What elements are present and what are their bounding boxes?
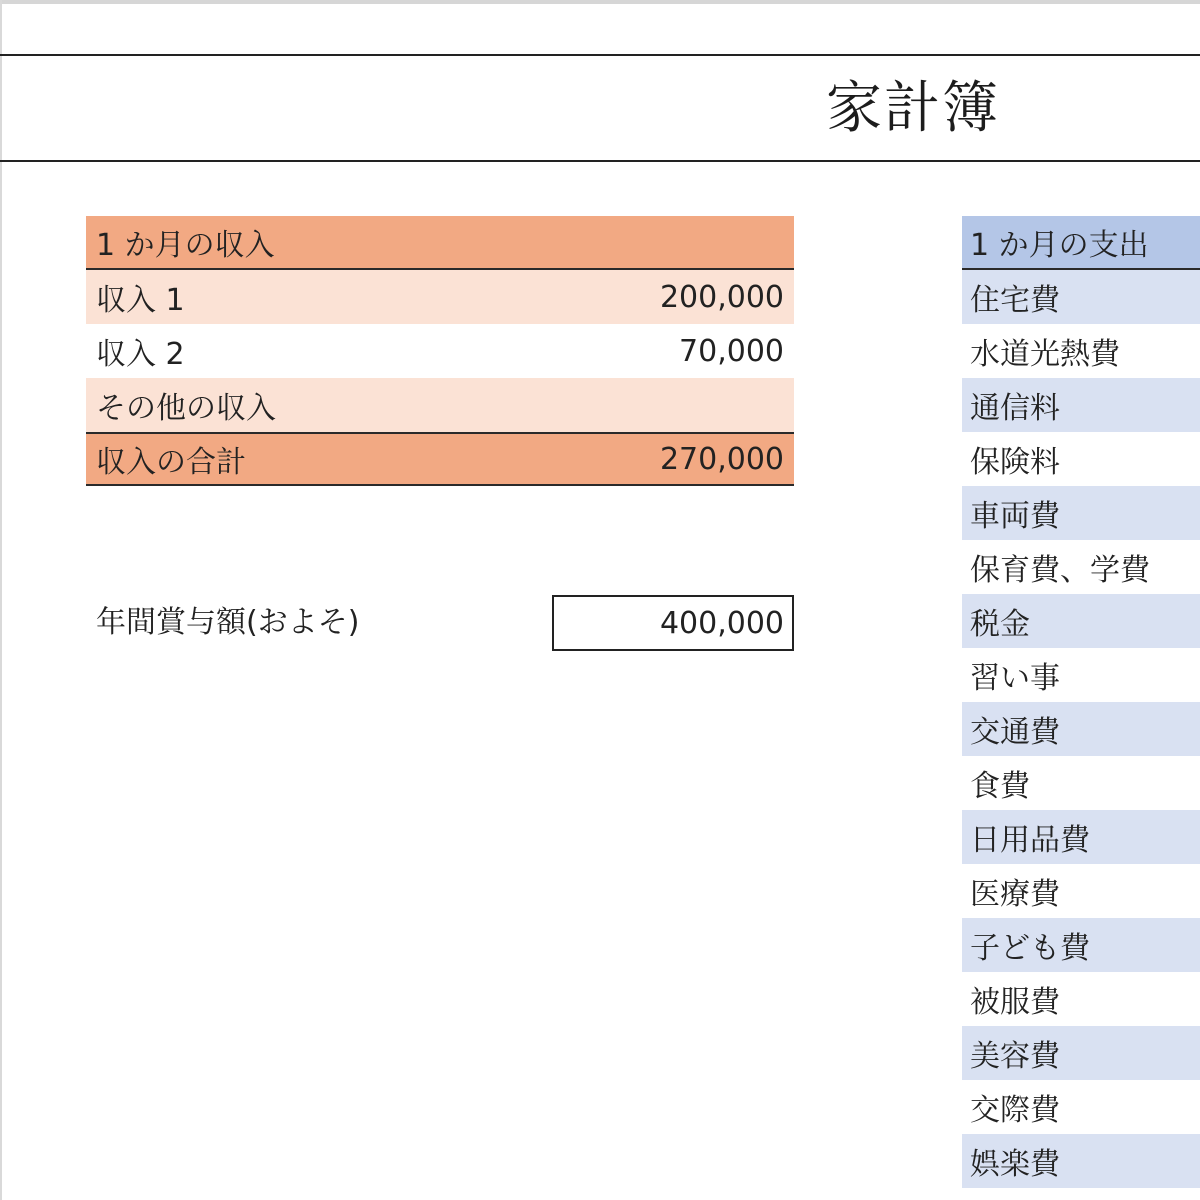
expense-row[interactable] [962, 324, 1200, 378]
expense-row[interactable] [962, 648, 1200, 702]
expense-row[interactable] [962, 864, 1200, 918]
expense-row[interactable] [962, 486, 1200, 540]
page-title: 家計簿 [826, 76, 1000, 141]
expense-row[interactable] [962, 270, 1200, 324]
income-row[interactable] [86, 324, 794, 378]
annual-bonus-value[interactable]: 400,000 [659, 605, 784, 641]
income-total-value: 270,000 [659, 441, 784, 477]
income-row[interactable] [86, 378, 794, 432]
expense-label: 住宅費 [970, 283, 1060, 318]
income-total-label: 収入の合計 [96, 445, 246, 480]
expense-label: 被服費 [970, 985, 1060, 1020]
expense-row[interactable] [962, 378, 1200, 432]
expense-label: 保育費、学費 [970, 553, 1150, 588]
expense-row[interactable] [962, 1026, 1200, 1080]
expense-label: 医療費 [970, 877, 1060, 912]
expense-header-label: 1 か月の支出 [970, 228, 1149, 263]
expense-label: 交通費 [970, 715, 1060, 750]
expense-label: 保険料 [970, 445, 1060, 480]
annual-bonus-field[interactable] [552, 595, 794, 651]
income-row-label: その他の収入 [96, 391, 276, 426]
expense-label: 美容費 [970, 1039, 1060, 1074]
income-row-label: 収入 1 [96, 283, 185, 318]
annual-bonus-label: 年間賞与額(およそ) [96, 605, 360, 640]
expense-row[interactable] [962, 1080, 1200, 1134]
income-table [86, 216, 794, 486]
expense-label: 通信料 [970, 391, 1060, 426]
expense-label: 娯楽費 [970, 1147, 1060, 1182]
expense-label: 習い事 [970, 661, 1060, 696]
expense-row[interactable] [962, 432, 1200, 486]
income-total-row [86, 432, 794, 486]
income-row-value[interactable]: 200,000 [659, 279, 784, 315]
expense-row[interactable] [962, 594, 1200, 648]
expense-row[interactable] [962, 540, 1200, 594]
expense-header-row [962, 216, 1200, 270]
expense-row[interactable] [962, 918, 1200, 972]
expense-row[interactable] [962, 702, 1200, 756]
expense-label: 交際費 [970, 1093, 1060, 1128]
income-row-label: 収入 2 [96, 337, 185, 372]
expense-label: 税金 [970, 607, 1030, 642]
expense-row[interactable] [962, 756, 1200, 810]
expense-label: 日用品費 [970, 823, 1090, 858]
window-top-edge [0, 0, 1200, 4]
expense-table [962, 216, 1200, 1188]
expense-label: 水道光熱費 [970, 337, 1120, 372]
income-row-value[interactable]: 70,000 [679, 333, 784, 369]
expense-label: 食費 [970, 769, 1030, 804]
expense-row[interactable] [962, 1134, 1200, 1188]
income-header-label: 1 か月の収入 [96, 228, 275, 263]
window-left-edge [0, 0, 2, 1200]
income-header-row [86, 216, 794, 270]
expense-label: 車両費 [970, 499, 1060, 534]
income-row[interactable] [86, 270, 794, 324]
expense-row[interactable] [962, 810, 1200, 864]
expense-label: 子ども費 [970, 931, 1090, 966]
expense-row[interactable] [962, 972, 1200, 1026]
title-band [0, 54, 1200, 162]
